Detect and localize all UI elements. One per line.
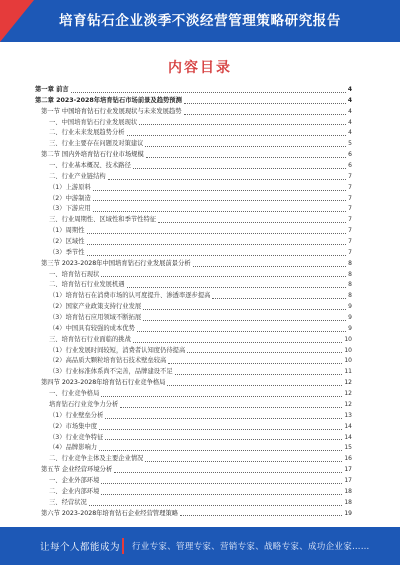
- toc-entry-title: 三、行业主要存在问题及对策建议: [49, 140, 144, 148]
- toc-entry[interactable]: [35, 509, 352, 520]
- toc-entry-page: 9: [348, 324, 352, 332]
- toc-entry-page: 10: [344, 346, 352, 354]
- toc-entry[interactable]: [35, 128, 352, 139]
- toc-entry-title: 二、企业内部环境: [49, 487, 100, 495]
- toc-entry-page: 9: [348, 314, 352, 322]
- toc-leader-dots: [101, 396, 342, 397]
- toc-entry-page: 6: [348, 151, 352, 159]
- toc-entry-page: 18: [344, 498, 352, 506]
- toc-entry[interactable]: [35, 346, 352, 357]
- toc-entry[interactable]: [35, 248, 352, 259]
- toc-entry-title: 一、中国培育钻石行业发展现状: [49, 118, 138, 126]
- toc-leader-dots: [133, 168, 346, 169]
- toc-leader-dots: [93, 190, 346, 191]
- toc-entry[interactable]: [35, 291, 352, 302]
- toc-entry-title: 二、行业未来发展趋势分析: [49, 129, 125, 137]
- toc-leader-dots: [71, 92, 346, 93]
- toc-entry-page: 4: [347, 96, 352, 104]
- toc-entry-page: 7: [348, 205, 352, 213]
- toc-leader-dots: [145, 461, 342, 462]
- toc-entry-title: 第五节 企业经营环境分析: [41, 466, 113, 474]
- toc-leader-dots: [184, 103, 346, 104]
- toc-entry-page: 7: [348, 194, 352, 202]
- footer-tagline: 行业专家、管理专家、营销专家、战略专家、成功企业家……: [132, 542, 370, 552]
- toc-entry[interactable]: [35, 498, 352, 509]
- toc-leader-dots: [146, 157, 346, 158]
- toc-entry-page: 7: [348, 183, 352, 191]
- toc-entry-page: 12: [344, 379, 352, 387]
- toc-leader-dots: [120, 407, 342, 408]
- toc-entry[interactable]: [35, 433, 352, 444]
- toc-entry-page: 15: [344, 444, 352, 452]
- toc-entry-title: （4）中国具有较强的成本优势: [49, 324, 135, 332]
- toc-entry-title: 第四节 2023-2028年培育钻石行业竞争格局: [41, 379, 166, 387]
- toc-entry[interactable]: [35, 400, 352, 411]
- report-title: 培育钻石企业淡季不淡经营管理策略研究报告: [59, 13, 341, 29]
- toc-leader-dots: [187, 352, 342, 353]
- toc-entry-title: （3）行业竞争特征: [49, 433, 104, 441]
- toc-entry-page: 4: [348, 129, 352, 137]
- toc-entry[interactable]: [35, 96, 352, 107]
- toc-leader-dots: [89, 505, 343, 506]
- toc-entry[interactable]: [35, 378, 352, 389]
- toc-entry[interactable]: [35, 215, 352, 226]
- toc-entry-page: 4: [348, 107, 352, 115]
- toc-leader-dots: [139, 124, 346, 125]
- toc-leader-dots: [133, 342, 343, 343]
- toc-entry-title: 一、企业外部环境: [49, 476, 100, 484]
- toc-entry-page: 7: [348, 227, 352, 235]
- toc-entry-title: （2）区域性: [49, 238, 85, 246]
- toc-entry-title: （2）市场集中度: [49, 422, 98, 430]
- toc-entry[interactable]: [35, 443, 352, 454]
- toc-entry-title: 一、行业基本概况、技术路径: [49, 162, 131, 170]
- toc-entry-page: 14: [344, 422, 352, 430]
- toc-entry-title: （1）上游原料: [49, 183, 91, 191]
- toc-entry-title: （3）培育钻石应用领域不断拓展: [49, 314, 142, 322]
- toc-entry[interactable]: [35, 259, 352, 270]
- toc-entry[interactable]: [35, 280, 352, 291]
- toc-entry[interactable]: [35, 454, 352, 465]
- toc-leader-dots: [168, 363, 342, 364]
- toc-leader-dots: [87, 255, 347, 256]
- toc-leader-dots: [108, 179, 347, 180]
- toc-entry[interactable]: [35, 183, 352, 194]
- toc-leader-dots: [105, 439, 342, 440]
- toc-entry-page: 7: [348, 248, 352, 256]
- toc-leader-dots: [99, 429, 342, 430]
- toc-entry-page: 19: [344, 509, 352, 517]
- toc-heading: 内容目录: [168, 60, 232, 76]
- footer-slogan: 让每个人都能成为: [40, 542, 121, 553]
- toc-entry-page: 17: [344, 466, 352, 474]
- toc-entry-title: （2）国家产业政策支持行业发展: [49, 303, 142, 311]
- toc-leader-dots: [105, 418, 342, 419]
- toc-entry-title: 二、行业竞争主体及主要企业情况: [49, 455, 144, 463]
- toc-entry-page: 8: [348, 270, 352, 278]
- toc-entry-title: （1）周期性: [49, 227, 85, 235]
- toc-entry[interactable]: [35, 139, 352, 150]
- toc-entry[interactable]: [35, 161, 352, 172]
- toc-entry-page: 5: [348, 140, 352, 148]
- toc-entry[interactable]: [35, 118, 352, 129]
- toc-leader-dots: [101, 483, 342, 484]
- toc-entry-title: 第二节 国内外培育钻石行业市场规模: [41, 151, 144, 159]
- toc-leader-dots: [93, 200, 346, 201]
- toc-entry-title: 第一章 前言: [35, 86, 69, 93]
- toc-entry-page: 7: [348, 238, 352, 246]
- toc-leader-dots: [127, 135, 347, 136]
- toc-leader-dots: [175, 374, 343, 375]
- toc-entry-title: （1）行业壁垒分析: [49, 411, 104, 419]
- toc-entry-page: 14: [344, 433, 352, 441]
- toc-entry-title: （3）季节性: [49, 248, 85, 256]
- toc-entry[interactable]: [35, 194, 352, 205]
- toc-entry-page: 12: [344, 400, 352, 408]
- toc-entry-title: 三、经营状况: [49, 498, 87, 506]
- toc-leader-dots: [145, 146, 346, 147]
- toc-entry-page: 9: [348, 303, 352, 311]
- toc-entry-title: （2）高品质大颗粒培育钻石技术壁垒较高: [49, 357, 167, 365]
- toc-entry[interactable]: [35, 237, 352, 248]
- toc-entry[interactable]: [35, 302, 352, 313]
- toc-entry[interactable]: [35, 270, 352, 281]
- toc-leader-dots: [212, 298, 346, 299]
- toc-entry[interactable]: [35, 465, 352, 476]
- toc-entry-page: 17: [344, 476, 352, 484]
- toc-entry-page: 12: [344, 390, 352, 398]
- toc-entry-title: 一、培育钻石现状: [49, 270, 100, 278]
- toc-entry[interactable]: [35, 389, 352, 400]
- footer-banner: [0, 527, 400, 565]
- toc-entry-title: （1）行业发展时间较短，消费者认知度仍待提高: [49, 346, 186, 354]
- toc-entry-title: 第二章 2023-2028年培育钻石市场前景及趋势预测: [35, 96, 182, 104]
- toc-entry[interactable]: [35, 107, 352, 118]
- toc-leader-dots: [193, 266, 347, 267]
- toc-entry-page: 7: [348, 216, 352, 224]
- toc-entry-page: 8: [348, 281, 352, 289]
- toc-entry-title: 二、行业产业链结构: [49, 172, 106, 180]
- toc-entry-title: （3）下游应用: [49, 205, 91, 213]
- toc-leader-dots: [167, 385, 342, 386]
- toc-entry[interactable]: [35, 313, 352, 324]
- toc-entry-title: （3）行业标准体系尚不完善，品牌建设不足: [49, 368, 173, 376]
- toc-leader-dots: [143, 309, 346, 310]
- toc-leader-dots: [127, 287, 347, 288]
- toc-leader-dots: [158, 222, 346, 223]
- toc-entry-title: 培育钻石行业竞争力分析: [49, 400, 119, 408]
- toc-leader-dots: [101, 276, 346, 277]
- toc-entry-title: 三、培育钻石行业面临的挑战: [49, 335, 131, 343]
- toc-leader-dots: [143, 320, 346, 321]
- toc-entry[interactable]: [35, 422, 352, 433]
- toc-leader-dots: [101, 494, 342, 495]
- toc-entry[interactable]: [35, 324, 352, 335]
- toc-entry-page: 13: [344, 411, 352, 419]
- toc-entry-title: （1）培育钻石在消费市场的认可度提升、渗透率逐步提高: [49, 292, 211, 300]
- toc-entry[interactable]: [35, 411, 352, 422]
- toc-leader-dots: [99, 450, 342, 451]
- toc-entry-title: 第一节 中国培育钻石行业发展现状与未来发展趋势: [41, 107, 182, 115]
- toc-entry-title: （4）品牌影响力: [49, 444, 98, 452]
- toc-leader-dots: [87, 233, 347, 234]
- toc-entry-page: 8: [348, 259, 352, 267]
- toc-leader-dots: [87, 244, 347, 245]
- toc-entry-page: 11: [344, 368, 352, 376]
- toc-entry-page: 4: [347, 86, 352, 93]
- toc-leader-dots: [184, 114, 347, 115]
- toc-entry-page: 16: [344, 455, 352, 463]
- toc-entry[interactable]: [35, 204, 352, 215]
- footer-divider: [122, 538, 124, 554]
- toc-entry[interactable]: [35, 476, 352, 487]
- toc-entry[interactable]: [35, 367, 352, 378]
- toc-entry[interactable]: [35, 226, 352, 237]
- toc-entry[interactable]: [35, 150, 352, 161]
- toc-leader-dots: [114, 472, 342, 473]
- toc-entry-page: 10: [344, 335, 352, 343]
- toc-entry-page: 6: [348, 162, 352, 170]
- toc-entry-page: 18: [344, 487, 352, 495]
- table-of-contents: [35, 85, 352, 519]
- toc-entry-title: 一、行业竞争格局: [49, 390, 100, 398]
- toc-entry-page: 7: [348, 172, 352, 180]
- toc-entry[interactable]: [35, 85, 352, 96]
- toc-entry[interactable]: [35, 356, 352, 367]
- toc-entry[interactable]: [35, 172, 352, 183]
- toc-leader-dots: [137, 331, 346, 332]
- toc-entry-page: 10: [344, 357, 352, 365]
- header-banner: [0, 0, 400, 42]
- toc-entry-page: 4: [348, 118, 352, 126]
- toc-leader-dots: [93, 211, 346, 212]
- toc-entry[interactable]: [35, 335, 352, 346]
- toc-entry-title: 第六节 2023-2028年培育钻石企业经营管理策略: [41, 509, 179, 517]
- toc-entry-title: 第三节 2023-2028年中国培育钻石行业发展前景分析: [41, 259, 191, 267]
- toc-entry-title: 三、行业周期性、区域性和季节性特征: [49, 216, 157, 224]
- toc-entry[interactable]: [35, 487, 352, 498]
- toc-entry-page: 8: [348, 292, 352, 300]
- toc-entry-title: 二、培育钻石行业发展机遇: [49, 281, 125, 289]
- toc-entry-title: （2）中游制造: [49, 194, 91, 202]
- toc-leader-dots: [180, 515, 342, 516]
